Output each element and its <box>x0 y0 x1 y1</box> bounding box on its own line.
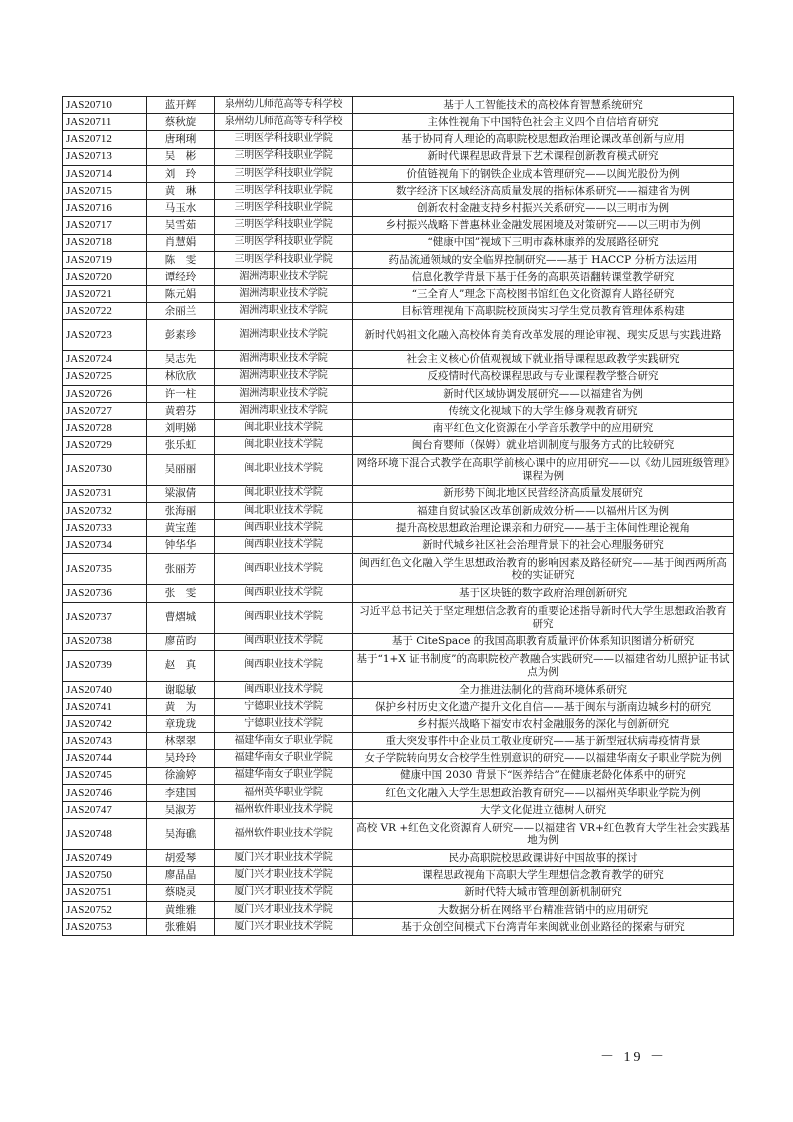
project-code-cell: JAS20714 <box>63 165 147 182</box>
project-title-cell: 创新农村金融支持乡村振兴关系研究——以三明市为例 <box>353 200 734 217</box>
project-code-cell: JAS20730 <box>63 454 147 485</box>
project-code-cell: JAS20733 <box>63 519 147 536</box>
project-title-cell: 大数据分析在网络平台精准营销中的应用研究 <box>353 901 734 918</box>
institution-cell: 三明医学科技职业学院 <box>215 200 353 217</box>
researcher-name-cell: 林翠翠 <box>147 733 215 750</box>
table-row <box>63 698 734 715</box>
project-title-cell: 基于人工智能技术的高校体育智慧系统研究 <box>353 97 734 114</box>
project-code-cell: JAS20735 <box>63 554 147 585</box>
table-row <box>63 867 734 884</box>
project-title-cell: 课程思政视角下高职大学生理想信念教育教学的研究 <box>353 867 734 884</box>
table-row <box>63 554 734 585</box>
project-code-cell: JAS20725 <box>63 368 147 385</box>
institution-cell: 闽北职业技术学院 <box>215 454 353 485</box>
table-row <box>63 519 734 536</box>
project-code-cell: JAS20728 <box>63 420 147 437</box>
project-title-cell: 价值链视角下的钢铁企业成本管理研究——以闽光股份为例 <box>353 165 734 182</box>
researcher-name-cell: 谢聪敏 <box>147 681 215 698</box>
project-title-cell: 福建自贸试验区改革创新成效分析——以福州片区为例 <box>353 502 734 519</box>
project-code-cell: JAS20748 <box>63 819 147 850</box>
researcher-name-cell: 张 雯 <box>147 585 215 602</box>
project-title-cell: 健康中国 2030 背景下“医养结合”在健康老龄化体系中的研究 <box>353 767 734 784</box>
table-row <box>63 200 734 217</box>
project-title-cell: 药品流通领域的安全临界控制研究——基于 HACCP 分析方法运用 <box>353 251 734 268</box>
table-row <box>63 217 734 234</box>
institution-cell: 厦门兴才职业技术学院 <box>215 918 353 935</box>
institution-cell: 泉州幼儿师范高等专科学校 <box>215 97 353 114</box>
researcher-name-cell: 余丽兰 <box>147 303 215 320</box>
project-code-cell: JAS20736 <box>63 585 147 602</box>
table-row <box>63 286 734 303</box>
project-title-cell: 基于协同育人理论的高职院校思想政治理论课改革创新与应用 <box>353 131 734 148</box>
project-code-cell: JAS20727 <box>63 403 147 420</box>
project-code-cell: JAS20751 <box>63 884 147 901</box>
researcher-name-cell: 胡爱琴 <box>147 850 215 867</box>
institution-cell: 湄洲湾职业技术学院 <box>215 385 353 402</box>
researcher-name-cell: 吴淑芳 <box>147 802 215 819</box>
table-row <box>63 633 734 650</box>
project-title-cell: 网络环境下混合式教学在高职学前核心课中的应用研究——以《幼儿园班级管理》课程为例 <box>353 454 734 485</box>
researcher-name-cell: 曹熠城 <box>147 602 215 633</box>
institution-cell: 福建华南女子职业学院 <box>215 767 353 784</box>
project-title-cell: 南平红色文化资源在小学音乐教学中的应用研究 <box>353 420 734 437</box>
researcher-name-cell: 吴志先 <box>147 351 215 368</box>
project-title-cell: “三全育人”理念下高校图书馆红色文化资源育人路径研究 <box>353 286 734 303</box>
table-row <box>63 114 734 131</box>
page-number: － 19 － <box>600 1050 667 1065</box>
institution-cell: 闽西职业技术学院 <box>215 602 353 633</box>
project-title-cell: 传统文化视域下的大学生修身观教育研究 <box>353 403 734 420</box>
researcher-name-cell: 廖晶晶 <box>147 867 215 884</box>
table-row <box>63 602 734 633</box>
researcher-name-cell: 吴 彬 <box>147 148 215 165</box>
researcher-name-cell: 刘明娣 <box>147 420 215 437</box>
table-row <box>63 716 734 733</box>
table-row <box>63 918 734 935</box>
project-table-container <box>62 96 733 936</box>
researcher-name-cell: 蔡秋旋 <box>147 114 215 131</box>
institution-cell: 闽西职业技术学院 <box>215 537 353 554</box>
project-title-cell: 新时代城乡社区社会治理背景下的社会心理服务研究 <box>353 537 734 554</box>
table-row <box>63 403 734 420</box>
project-title-cell: 新时代课程思政背景下艺术课程创新教育模式研究 <box>353 148 734 165</box>
table-row <box>63 750 734 767</box>
project-code-cell: JAS20726 <box>63 385 147 402</box>
institution-cell: 三明医学科技职业学院 <box>215 165 353 182</box>
table-row <box>63 368 734 385</box>
researcher-name-cell: 章珑珑 <box>147 716 215 733</box>
institution-cell: 厦门兴才职业技术学院 <box>215 901 353 918</box>
project-title-cell: 基于众创空间模式下台湾青年来闽就业创业路径的探索与研究 <box>353 918 734 935</box>
table-row <box>63 148 734 165</box>
table-row <box>63 681 734 698</box>
institution-cell: 福州英华职业学院 <box>215 784 353 801</box>
researcher-name-cell: 陈 雯 <box>147 251 215 268</box>
institution-cell: 闽西职业技术学院 <box>215 681 353 698</box>
table-row <box>63 320 734 351</box>
researcher-name-cell: 黄维雅 <box>147 901 215 918</box>
table-row <box>63 784 734 801</box>
table-row <box>63 182 734 199</box>
project-code-cell: JAS20739 <box>63 650 147 681</box>
project-title-cell: 高校 VR +红色文化资源育人研究——以福建省 VR+红色教育大学生社会实践基地为例 <box>353 819 734 850</box>
table-row <box>63 850 734 867</box>
project-code-cell: JAS20716 <box>63 200 147 217</box>
project-code-cell: JAS20712 <box>63 131 147 148</box>
project-code-cell: JAS20750 <box>63 867 147 884</box>
table-row <box>63 819 734 850</box>
table-row <box>63 165 734 182</box>
institution-cell: 三明医学科技职业学院 <box>215 217 353 234</box>
project-code-cell: JAS20734 <box>63 537 147 554</box>
table-row <box>63 437 734 454</box>
institution-cell: 宁德职业技术学院 <box>215 716 353 733</box>
project-code-cell: JAS20747 <box>63 802 147 819</box>
project-code-cell: JAS20753 <box>63 918 147 935</box>
table-row <box>63 454 734 485</box>
project-code-cell: JAS20742 <box>63 716 147 733</box>
researcher-name-cell: 刘 玲 <box>147 165 215 182</box>
researcher-name-cell: 许一柱 <box>147 385 215 402</box>
researcher-name-cell: 林欣欣 <box>147 368 215 385</box>
researcher-name-cell: 吴海礁 <box>147 819 215 850</box>
table-row <box>63 901 734 918</box>
project-code-cell: JAS20717 <box>63 217 147 234</box>
researcher-name-cell: 蓝开辉 <box>147 97 215 114</box>
institution-cell: 三明医学科技职业学院 <box>215 148 353 165</box>
institution-cell: 闽北职业技术学院 <box>215 420 353 437</box>
researcher-name-cell: 张丽芳 <box>147 554 215 585</box>
project-title-cell: 新形势下闽北地区民营经济高质量发展研究 <box>353 485 734 502</box>
project-code-cell: JAS20744 <box>63 750 147 767</box>
project-title-cell: 红色文化融入大学生思想政治教育研究——以福州英华职业学院为例 <box>353 784 734 801</box>
researcher-name-cell: 吴雪茹 <box>147 217 215 234</box>
project-title-cell: 基于 CiteSpace 的我国高职教育质量评价体系知识图谱分析研究 <box>353 633 734 650</box>
project-code-cell: JAS20743 <box>63 733 147 750</box>
institution-cell: 宁德职业技术学院 <box>215 698 353 715</box>
project-code-cell: JAS20724 <box>63 351 147 368</box>
researcher-name-cell: 李建国 <box>147 784 215 801</box>
researcher-name-cell: 张乐虹 <box>147 437 215 454</box>
table-row <box>63 585 734 602</box>
researcher-name-cell: 黄碧芬 <box>147 403 215 420</box>
researcher-name-cell: 马玉水 <box>147 200 215 217</box>
project-table-body <box>63 97 734 936</box>
institution-cell: 湄洲湾职业技术学院 <box>215 268 353 285</box>
institution-cell: 湄洲湾职业技术学院 <box>215 351 353 368</box>
project-title-cell: 民办高职院校思政课讲好中国故事的探讨 <box>353 850 734 867</box>
project-title-cell: 新时代区域协调发展研究——以福建省为例 <box>353 385 734 402</box>
project-code-cell: JAS20738 <box>63 633 147 650</box>
project-code-cell: JAS20745 <box>63 767 147 784</box>
project-code-cell: JAS20752 <box>63 901 147 918</box>
researcher-name-cell: 赵 真 <box>147 650 215 681</box>
project-title-cell: 新时代妈祖文化融入高校体育美育改革发展的理论审视、现实反思与实践进路 <box>353 320 734 351</box>
project-title-cell: 女子学院转向男女合校学生性别意识的研究——以福建华南女子职业学院为例 <box>353 750 734 767</box>
project-code-cell: JAS20737 <box>63 602 147 633</box>
project-title-cell: 数字经济下区域经济高质量发展的指标体系研究——福建省为例 <box>353 182 734 199</box>
table-row <box>63 251 734 268</box>
project-title-cell: 闽西红色文化融入学生思想政治教育的影响因素及路径研究——基于闽西两所高校的实证研究 <box>353 554 734 585</box>
project-title-cell: 闽台育婴师（保姆）就业培训制度与服务方式的比较研究 <box>353 437 734 454</box>
institution-cell: 闽北职业技术学院 <box>215 485 353 502</box>
project-title-cell: 保护乡村历史文化遗产提升文化自信——基于闽东与浙南边城乡村的研究 <box>353 698 734 715</box>
institution-cell: 福州软件职业技术学院 <box>215 819 353 850</box>
institution-cell: 湄洲湾职业技术学院 <box>215 368 353 385</box>
table-row <box>63 351 734 368</box>
project-code-cell: JAS20746 <box>63 784 147 801</box>
institution-cell: 闽西职业技术学院 <box>215 585 353 602</box>
table-row <box>63 420 734 437</box>
project-code-cell: JAS20722 <box>63 303 147 320</box>
project-code-cell: JAS20711 <box>63 114 147 131</box>
institution-cell: 闽西职业技术学院 <box>215 650 353 681</box>
project-title-cell: 反疫情时代高校课程思政与专业课程教学整合研究 <box>353 368 734 385</box>
project-title-cell: 乡村振兴战略下普惠林业金融发展困境及对策研究——以三明市为例 <box>353 217 734 234</box>
researcher-name-cell: 黄宝莲 <box>147 519 215 536</box>
researcher-name-cell: 张雅娟 <box>147 918 215 935</box>
researcher-name-cell: 蔡晓灵 <box>147 884 215 901</box>
institution-cell: 福建华南女子职业学院 <box>215 750 353 767</box>
institution-cell: 福州软件职业技术学院 <box>215 802 353 819</box>
project-code-cell: JAS20721 <box>63 286 147 303</box>
institution-cell: 厦门兴才职业技术学院 <box>215 850 353 867</box>
institution-cell: 三明医学科技职业学院 <box>215 234 353 251</box>
table-row <box>63 537 734 554</box>
project-code-cell: JAS20710 <box>63 97 147 114</box>
project-code-cell: JAS20723 <box>63 320 147 351</box>
project-title-cell: 社会主义核心价值观视域下就业指导课程思政教学实践研究 <box>353 351 734 368</box>
project-code-cell: JAS20715 <box>63 182 147 199</box>
project-table <box>62 96 734 936</box>
table-row <box>63 767 734 784</box>
researcher-name-cell: 唐琍琍 <box>147 131 215 148</box>
project-code-cell: JAS20729 <box>63 437 147 454</box>
project-code-cell: JAS20749 <box>63 850 147 867</box>
project-title-cell: 重大突发事件中企业员工敬业度研究——基于新型冠状病毒疫情背景 <box>353 733 734 750</box>
institution-cell: 泉州幼儿师范高等专科学校 <box>215 114 353 131</box>
table-row <box>63 268 734 285</box>
institution-cell: 三明医学科技职业学院 <box>215 131 353 148</box>
table-row <box>63 485 734 502</box>
researcher-name-cell: 吴玲玲 <box>147 750 215 767</box>
institution-cell: 闽北职业技术学院 <box>215 502 353 519</box>
institution-cell: 湄洲湾职业技术学院 <box>215 403 353 420</box>
project-code-cell: JAS20718 <box>63 234 147 251</box>
institution-cell: 闽西职业技术学院 <box>215 554 353 585</box>
institution-cell: 福建华南女子职业学院 <box>215 733 353 750</box>
project-code-cell: JAS20731 <box>63 485 147 502</box>
researcher-name-cell: 黄 为 <box>147 698 215 715</box>
institution-cell: 闽北职业技术学院 <box>215 437 353 454</box>
project-title-cell: 习近平总书记关于坚定理想信念教育的重要论述指导新时代大学生思想政治教育研究 <box>353 602 734 633</box>
institution-cell: 湄洲湾职业技术学院 <box>215 303 353 320</box>
researcher-name-cell: 徐渝婷 <box>147 767 215 784</box>
project-title-cell: 基于区块链的数字政府治理创新研究 <box>353 585 734 602</box>
table-row <box>63 650 734 681</box>
table-row <box>63 303 734 320</box>
table-row <box>63 131 734 148</box>
researcher-name-cell: 黄 琳 <box>147 182 215 199</box>
project-code-cell: JAS20719 <box>63 251 147 268</box>
table-row <box>63 385 734 402</box>
researcher-name-cell: 张海丽 <box>147 502 215 519</box>
table-row <box>63 502 734 519</box>
institution-cell: 湄洲湾职业技术学院 <box>215 286 353 303</box>
institution-cell: 湄洲湾职业技术学院 <box>215 320 353 351</box>
project-title-cell: 乡村振兴战略下福安市农村金融服务的深化与创新研究 <box>353 716 734 733</box>
researcher-name-cell: 彭素珍 <box>147 320 215 351</box>
researcher-name-cell: 肖慧娟 <box>147 234 215 251</box>
project-title-cell: 大学文化促进立德树人研究 <box>353 802 734 819</box>
project-code-cell: JAS20720 <box>63 268 147 285</box>
project-title-cell: 目标管理视角下高职院校顶岗实习学生党员教育管理体系构建 <box>353 303 734 320</box>
project-code-cell: JAS20740 <box>63 681 147 698</box>
project-title-cell: 主体性视角下中国特色社会主义四个自信培育研究 <box>353 114 734 131</box>
institution-cell: 闽西职业技术学院 <box>215 633 353 650</box>
project-code-cell: JAS20741 <box>63 698 147 715</box>
researcher-name-cell: 廖苗昀 <box>147 633 215 650</box>
researcher-name-cell: 吴丽丽 <box>147 454 215 485</box>
institution-cell: 闽西职业技术学院 <box>215 519 353 536</box>
project-title-cell: 新时代特大城市管理创新机制研究 <box>353 884 734 901</box>
researcher-name-cell: 梁淑倩 <box>147 485 215 502</box>
project-code-cell: JAS20713 <box>63 148 147 165</box>
table-row <box>63 884 734 901</box>
table-row <box>63 234 734 251</box>
project-title-cell: 基于“1+X 证书制度”的高职院校产教融合实践研究——以福建省幼儿照护证书试点为例 <box>353 650 734 681</box>
institution-cell: 厦门兴才职业技术学院 <box>215 884 353 901</box>
table-row <box>63 733 734 750</box>
project-title-cell: 全力推进法制化的营商环境体系研究 <box>353 681 734 698</box>
table-row <box>63 97 734 114</box>
project-title-cell: “健康中国”视域下三明市森林康养的发展路径研究 <box>353 234 734 251</box>
project-title-cell: 提升高校思想政治理论课亲和力研究——基于主体间性理论视角 <box>353 519 734 536</box>
institution-cell: 厦门兴才职业技术学院 <box>215 867 353 884</box>
project-code-cell: JAS20732 <box>63 502 147 519</box>
project-title-cell: 信息化教学背景下基于任务的高职英语翻转课堂教学研究 <box>353 268 734 285</box>
institution-cell: 三明医学科技职业学院 <box>215 251 353 268</box>
researcher-name-cell: 谭经玲 <box>147 268 215 285</box>
table-row <box>63 802 734 819</box>
researcher-name-cell: 钟华华 <box>147 537 215 554</box>
researcher-name-cell: 陈元娟 <box>147 286 215 303</box>
institution-cell: 三明医学科技职业学院 <box>215 182 353 199</box>
